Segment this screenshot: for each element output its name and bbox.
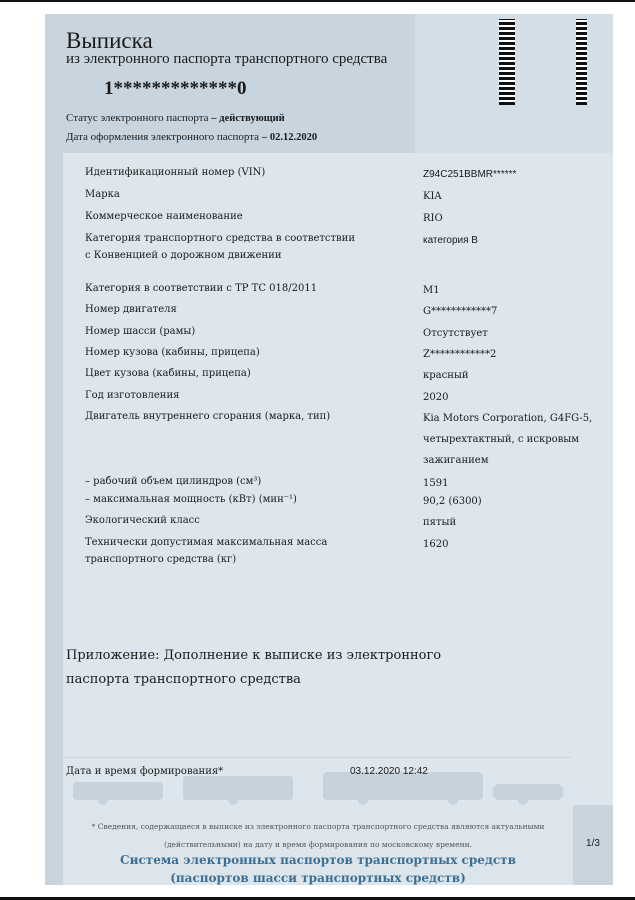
row-value: категория B: [423, 235, 478, 246]
row-label: – максимальная мощность (кВт) (мин⁻¹): [85, 494, 297, 505]
row-label: Год изготовления: [85, 390, 180, 401]
system-line-1: Система электронных паспортов транспортных средств: [120, 853, 516, 867]
status-label: Статус электронного паспорта: [66, 112, 209, 124]
row-value: RIO: [423, 213, 443, 224]
row-value: KIA: [423, 191, 442, 202]
generated-value: 03.12.2020 12:42: [350, 766, 428, 777]
row-label: Экологический класс: [85, 515, 200, 526]
passport-number: 1*************0: [104, 78, 247, 99]
row-value: Z************2: [423, 349, 497, 360]
row-label: Марка: [85, 189, 120, 200]
row-value: M1: [423, 285, 440, 296]
divider: [63, 757, 571, 758]
top-border: [0, 0, 635, 2]
row-label: Категория в соответствии с ТР ТС 018/2011: [85, 283, 318, 294]
date-value: 02.12.2020: [269, 132, 318, 143]
document-subtitle: из электронного паспорта транспортного средства: [66, 51, 388, 67]
row-label: Номер шасси (рамы): [85, 326, 196, 337]
status-line: [66, 112, 285, 124]
system-name: [63, 851, 573, 887]
row-label: – рабочий объем цилиндров (см³): [85, 476, 262, 487]
date-label: Дата оформления электронного паспорта: [66, 131, 260, 143]
row-value: 1620: [423, 539, 449, 550]
system-line-2: (паспортов шасси транспортных средств): [170, 871, 466, 885]
row-value: G************7: [423, 306, 498, 317]
row-value: пятый: [423, 517, 457, 528]
document-title: Выписка: [66, 28, 153, 53]
row-label: Технически допустимая максимальная масса транспортного средства (кг): [85, 537, 328, 565]
row-label: Коммерческое наименование: [85, 211, 243, 222]
row-label: Категория транспортного средства в соответствии с Конвенцией о дорожном движении: [85, 233, 356, 261]
barcode-icon: [576, 19, 587, 105]
row-label: Двигатель внутреннего сгорания (марка, тип): [85, 411, 331, 422]
dash: –: [261, 132, 268, 143]
status-value: действующий: [219, 113, 285, 124]
appendix-title: Приложение: Дополнение к выписке из электронного паспорта транспортного средства: [66, 648, 442, 687]
row-label: Номер двигателя: [85, 304, 177, 315]
row-value: красный: [423, 370, 469, 381]
row-label: Идентификационный номер (VIN): [85, 167, 266, 178]
row-label: Номер кузова (кабины, прицепа): [85, 347, 260, 358]
row-value: 2020: [423, 392, 449, 403]
row-label: Цвет кузова (кабины, прицепа): [85, 368, 251, 379]
qr-code-icon: [499, 19, 515, 105]
generated-label: Дата и время формирования*: [66, 766, 224, 777]
row-value: 90,2 (6300): [423, 496, 482, 507]
page-number: 1/3: [586, 838, 600, 849]
row-value: Отсутствует: [423, 328, 488, 339]
row-value: Z94C251BBMR******: [423, 169, 517, 180]
row-value: Kia Motors Corporation, G4FG-5, четырехтактный, с искровым зажиганием: [423, 413, 593, 466]
footnote: * Сведения, содержащиеся в выписке из электронного паспорта транспортного средства являются актуальными (действительными) на дату и время формирования по московскому времени.: [91, 822, 545, 849]
date-line: [66, 131, 317, 143]
row-value: 1591: [423, 478, 449, 489]
dash: –: [211, 113, 217, 124]
